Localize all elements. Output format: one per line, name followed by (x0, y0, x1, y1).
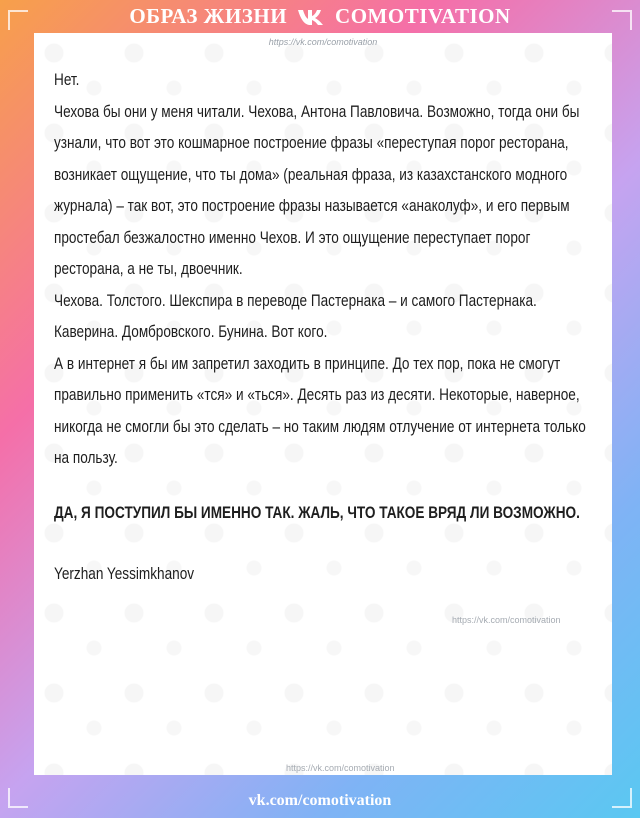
bold-conclusion: ДА, Я ПОСТУПИЛ БЫ ИМЕННО ТАК. ЖАЛЬ, ЧТО ТАКОЕ ВРЯД ЛИ ВОЗМОЖНО. (54, 503, 580, 522)
quote-card (34, 33, 612, 775)
paragraph-1: Нет. (54, 71, 80, 89)
quote-text (54, 65, 600, 590)
watermark-url: https://vk.com/comotivation (286, 763, 395, 773)
header-right-text: COMOTIVATION (335, 4, 511, 28)
footer-url[interactable]: vk.com/comotivation (248, 792, 392, 809)
header-title (0, 4, 640, 29)
author-name: Yerzhan Yessimkhanov (54, 564, 195, 583)
header-left-text: ОБРАЗ ЖИЗНИ (129, 4, 288, 28)
vk-logo-icon (297, 7, 325, 27)
card-top-url: https://vk.com/comotivation (268, 37, 378, 47)
watermark-url: https://vk.com/comotivation (452, 615, 561, 625)
paragraph-2: Чехова бы они у меня читали. Чехова, Антона Павловича. Возможно, тогда они бы узнали, что вот это кошмарное построение фразы «переступая порог ресторана, возникает ощущение, что ты дома» (реальная фраза, из казахстанского модного журнала) – так вот, это построение фразы называется «анаколуф», и его первым простебал безжалостно именно Чехов. И это ощущение переступает порог ресторана, а не ты, двоечник. (54, 102, 580, 278)
paragraph-3: Чехова. Толстого. Шекспира в переводе Пастернака – и самого Пастернака. Каверина. Домбровского. Бунина. Вот кого. (54, 291, 537, 341)
paragraph-4: А в интернет я бы им запретил заходить в принципе. До тех пор, пока не смогут правильно применить «тся» и «ться». Десять раз из десяти. Некоторые, наверное, никогда не смогли бы это сделать – но таким людям отлучение от интернета только на пользу. (54, 354, 586, 467)
